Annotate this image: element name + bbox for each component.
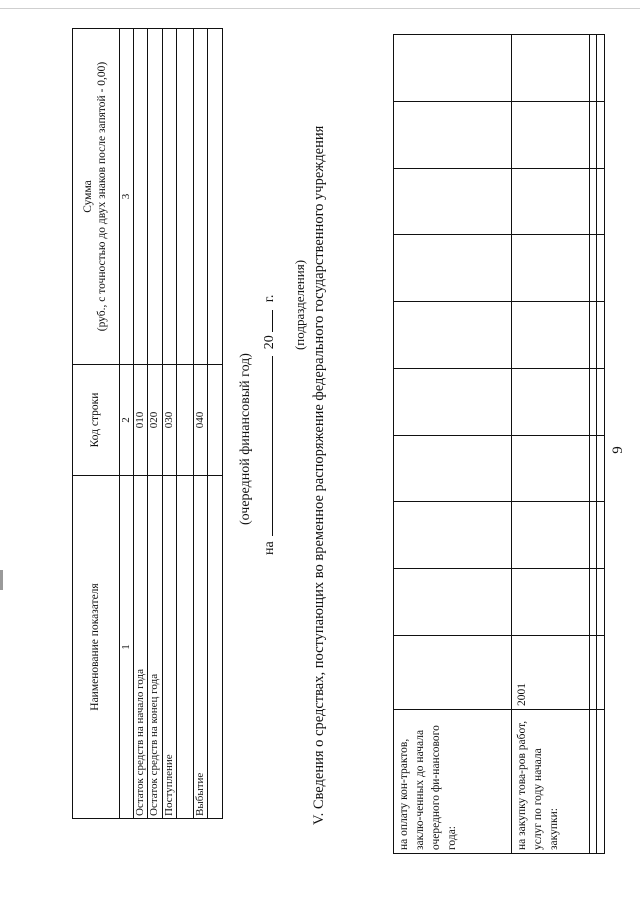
cell [597, 302, 605, 369]
cell [512, 302, 590, 369]
cell [512, 368, 590, 435]
table-row [207, 29, 222, 819]
table-row [597, 35, 605, 854]
cell [597, 569, 605, 636]
year-caption: (очередной финансовый год) [238, 353, 253, 525]
cell [394, 502, 512, 569]
row-sum [193, 29, 207, 365]
column-number-row [120, 29, 134, 819]
cell [590, 235, 597, 302]
row-code [176, 365, 193, 476]
row-sum [162, 29, 176, 365]
cell [597, 235, 605, 302]
row-code [207, 365, 222, 476]
cell [394, 368, 512, 435]
cell [590, 710, 597, 854]
row-description: на оплату кон-трактов, заклю-ченных до начала очередного фи-нансового года: [394, 710, 512, 854]
cell [590, 368, 597, 435]
table-row [162, 29, 176, 819]
table-row [176, 29, 193, 819]
cell [597, 101, 605, 168]
cell [394, 435, 512, 502]
cell [590, 502, 597, 569]
year-digits-blank [260, 310, 273, 332]
row-description: на закупку това-ров работ, услуг по году начала закупки: [512, 710, 590, 854]
cell [590, 101, 597, 168]
row-name [176, 476, 193, 819]
row-code: 2001 [512, 636, 590, 710]
fiscal-year-line [260, 235, 278, 555]
row-name: Поступление [162, 476, 176, 819]
header-name: Наименование показателя [73, 476, 120, 819]
header-sum [73, 29, 120, 365]
row-code [394, 636, 512, 710]
cell [394, 101, 512, 168]
cell [590, 35, 597, 102]
cell [590, 435, 597, 502]
row-name [207, 476, 222, 819]
funds-table [72, 28, 223, 819]
row-name: Остаток средств на начало года [134, 476, 148, 819]
header-sum-note: (руб., с точностью до двух знаков после запятой - 0,00) [96, 61, 108, 332]
cell [512, 101, 590, 168]
cell [394, 35, 512, 102]
cell [590, 302, 597, 369]
cell [597, 35, 605, 102]
cell [512, 569, 590, 636]
row-code: 040 [193, 365, 207, 476]
column-number: 3 [120, 29, 134, 365]
cell [597, 636, 605, 710]
cell [597, 368, 605, 435]
column-number: 1 [120, 476, 134, 819]
cell [590, 569, 597, 636]
column-number: 2 [120, 365, 134, 476]
continuation-table [393, 34, 605, 854]
cell [394, 569, 512, 636]
row-name: Остаток средств на конец года [148, 476, 162, 819]
row-code: 010 [134, 365, 148, 476]
cell [512, 502, 590, 569]
cell [512, 235, 590, 302]
cell [597, 435, 605, 502]
for-prefix: на [262, 541, 277, 555]
row-name: Выбытие [193, 476, 207, 819]
table-row [148, 29, 162, 819]
row-code: 030 [162, 365, 176, 476]
cell [597, 168, 605, 235]
row-sum [134, 29, 148, 365]
row-sum [207, 29, 222, 365]
row-sum [148, 29, 162, 365]
table-row [394, 35, 512, 854]
year-prefix: 20 [262, 335, 277, 350]
section-title: V. Сведения о средствах, поступающих во временное распоряжение федерального государственного учреждения [311, 125, 327, 825]
cell [512, 168, 590, 235]
header-row [73, 29, 120, 819]
cell [597, 502, 605, 569]
header-code: Код строки [73, 365, 120, 476]
table-row [193, 29, 207, 819]
year-blank [260, 356, 273, 536]
cell [590, 636, 597, 710]
cell [597, 710, 605, 854]
cell [512, 35, 590, 102]
row-code: 020 [148, 365, 162, 476]
cell [590, 168, 597, 235]
header-sum-title: Сумма [82, 180, 95, 213]
table-row [134, 29, 148, 819]
page-number: 9 [610, 446, 626, 454]
cell [394, 168, 512, 235]
row-sum [176, 29, 193, 365]
cell [394, 235, 512, 302]
table-row [512, 35, 590, 854]
table-row [590, 35, 597, 854]
subdivision-caption: (подразделения) [292, 259, 307, 351]
cell [512, 435, 590, 502]
year-suffix: г. [262, 294, 277, 303]
cell [394, 302, 512, 369]
